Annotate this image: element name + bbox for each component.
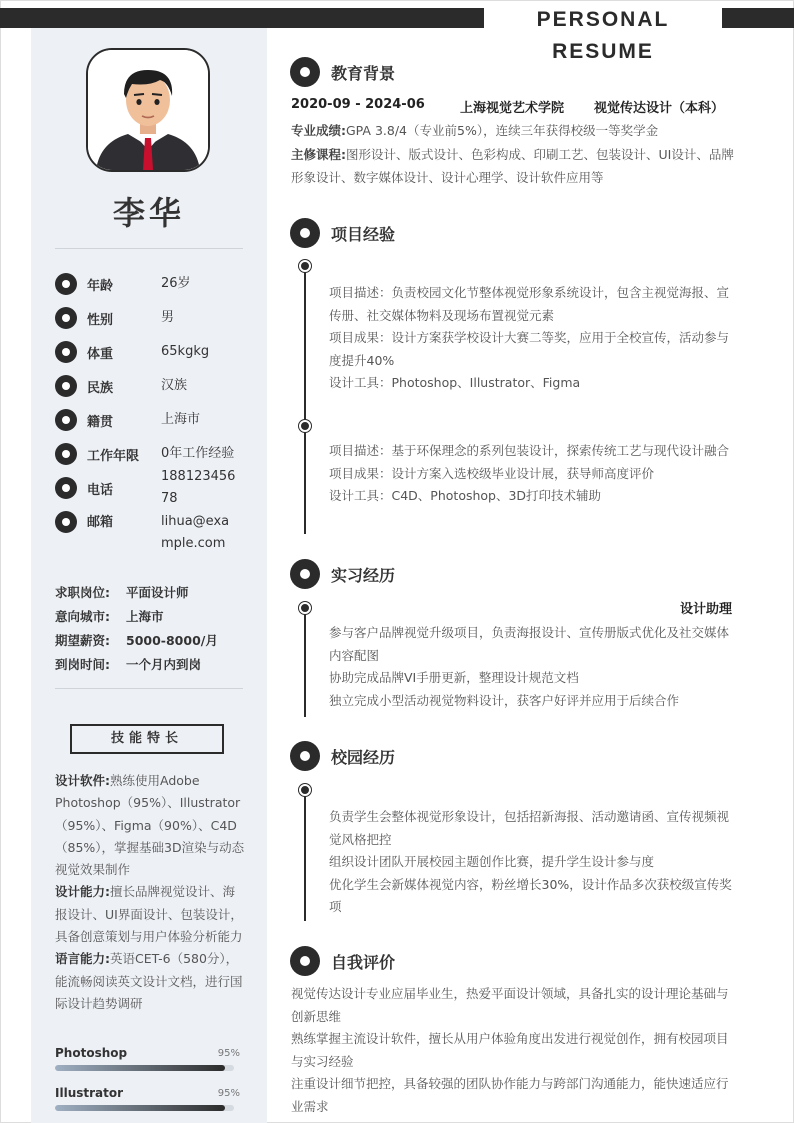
header-bar-right [722, 8, 794, 28]
internship-line: 协助完成品牌VI手册更新，整理设计规范文档 [329, 670, 579, 685]
sidebar [31, 28, 267, 1123]
info-weight [55, 341, 241, 363]
info-value: lihua@example.com [161, 514, 230, 551]
section-icon [290, 741, 320, 771]
project-result: 项目成果：设计方案获学校设计大赛二等奖，应用于全校宣传，活动参与度提升40% [329, 330, 730, 368]
job-label: 到岗时间: [55, 657, 110, 672]
info-email [55, 511, 241, 555]
bullet-icon [55, 511, 77, 533]
section-projects [290, 218, 395, 248]
divider [55, 688, 243, 689]
education-courses [291, 144, 736, 189]
bullet-icon [55, 273, 77, 295]
section-title: 教育背景 [331, 63, 396, 83]
job-city [55, 607, 164, 625]
bullet-icon [55, 409, 77, 431]
timeline-dot [299, 260, 311, 272]
internship-details [329, 622, 734, 712]
info-value: 男 [161, 310, 175, 325]
project-result: 项目成果：设计方案入选校级毕业设计展，获导师高度评价 [329, 465, 655, 481]
skill-text: 擅长品牌视觉设计、海报设计、UI界面设计、包装设计，具备创意策划与用户体验分析能力 [55, 884, 243, 945]
info-label: 工作年限 [87, 448, 140, 464]
section-title: 项目经验 [331, 224, 396, 244]
job-label: 期望薪资: [55, 633, 110, 648]
campus-line: 组织设计团队开展校园主题创作比赛，提升学生设计参与度 [329, 854, 655, 869]
education-school: 上海视觉艺术学院 [460, 101, 565, 116]
section-icon [290, 559, 320, 589]
section-internship [290, 559, 395, 589]
info-value: 上海市 [161, 412, 201, 427]
job-salary [55, 631, 218, 649]
skill-text: 英语CET-6（580分），能流畅阅读英文设计文档，进行国际设计趋势调研 [55, 951, 243, 1011]
internship-line: 独立完成小型活动视觉物料设计，获客户好评并应用于后续合作 [329, 692, 680, 708]
bullet-icon [55, 477, 77, 499]
info-value: 18812345678 [161, 469, 236, 506]
timeline-dot [299, 784, 311, 796]
info-hometown [55, 409, 241, 431]
timeline-line [304, 789, 306, 921]
divider [55, 248, 243, 249]
skill-bar-fill [55, 1065, 225, 1071]
skill-bar-fill [55, 1105, 225, 1111]
info-value: 65kgkg [161, 344, 210, 359]
project-item [329, 440, 734, 508]
score-label: 专业成绩: [291, 123, 346, 138]
job-label: 意向城市: [55, 609, 110, 624]
section-icon [290, 946, 320, 976]
skill-label: 语言能力: [55, 951, 110, 967]
section-icon [290, 218, 320, 248]
internship-role: 设计助理 [679, 602, 732, 617]
skill-bar-percent: 95% [217, 1088, 240, 1099]
info-value: 汉族 [161, 378, 188, 393]
timeline-dot [299, 420, 311, 432]
skill-bar-illustrator [55, 1086, 240, 1111]
section-education [290, 57, 395, 87]
main-content [267, 28, 762, 1123]
skill-bar-name: Illustrator [55, 1086, 124, 1100]
info-label: 性别 [87, 312, 114, 328]
info-experience-years [55, 443, 251, 465]
job-value: 上海市 [126, 609, 164, 624]
header-bar-left [0, 8, 484, 28]
info-label: 邮箱 [87, 515, 114, 530]
candidate-name: 李华 [112, 194, 185, 232]
job-value: 平面设计师 [126, 585, 189, 600]
self-evaluation-text [291, 983, 736, 1118]
campus-line: 优化学生会新媒体视觉内容，粉丝增长30%，设计作品多次获校级宣传奖项 [329, 876, 732, 914]
section-title: 实习经历 [331, 565, 396, 585]
timeline-line [304, 266, 306, 534]
info-value: 26岁 [161, 276, 191, 291]
bullet-icon [55, 443, 77, 465]
project-tools: 设计工具：Photoshop、Illustrator、Figma [329, 375, 581, 390]
skill-bar-track [55, 1065, 234, 1071]
info-label: 籍贯 [87, 414, 114, 430]
job-value: 一个月内到岗 [126, 657, 202, 672]
info-phone [55, 469, 241, 506]
score-text: GPA 3.8/4（专业前5%），连续三年获得校级一等奖学金 [346, 123, 659, 138]
job-start [55, 655, 202, 673]
education-score [291, 120, 736, 143]
job-position [55, 583, 189, 601]
job-label: 求职岗位: [55, 585, 110, 600]
info-age [55, 273, 241, 295]
section-title: 自我评价 [331, 952, 396, 972]
info-label: 电话 [87, 482, 114, 498]
bullet-icon [55, 375, 77, 397]
info-label: 体重 [87, 346, 114, 362]
job-value: 5000-8000/月 [126, 633, 218, 648]
info-ethnicity [55, 375, 241, 397]
campus-line: 负责学生会整体视觉形象设计，包括招新海报、活动邀请函、宣传视频视觉风格把控 [329, 809, 730, 847]
project-tools: 设计工具：C4D、Photoshop、3D打印技术辅助 [329, 488, 602, 503]
info-gender [55, 307, 241, 329]
skill-bar-name: Photoshop [55, 1046, 128, 1060]
internship-line: 参与客户品牌视觉升级项目，负责海报设计、宣传册版式优化及社交媒体内容配图 [329, 625, 730, 663]
skill-text: 熟练使用Adobe Photoshop（95%）、Illustrator（95%）、Figma（90%）、C4D（85%），掌握基础3D渲染与动态视觉效果制作 [55, 773, 245, 878]
info-label: 年龄 [87, 278, 114, 294]
project-desc: 项目描述：负责校园文化节整体视觉形象系统设计，包含主视觉海报、宣传册、社交媒体物料及现场布置视觉元素 [329, 285, 730, 323]
self-line: 视觉传达设计专业应届毕业生，热爱平面设计领域，具备扎实的设计理论基础与创新思维 [291, 986, 729, 1024]
info-value: 0年工作经验 [161, 446, 235, 461]
bullet-icon [55, 307, 77, 329]
section-title: 校园经历 [331, 747, 396, 767]
avatar [86, 48, 210, 172]
project-item [329, 282, 734, 395]
course-label: 主修课程: [291, 147, 346, 162]
project-desc: 项目描述：基于环保理念的系列包装设计，探索传统工艺与现代设计融合 [329, 443, 730, 458]
section-icon [290, 57, 320, 87]
resume-title: PERSONAL RESUME [536, 8, 670, 63]
skill-label: 设计能力: [55, 884, 110, 900]
skills-description [55, 770, 245, 1015]
education-date: 2020-09 - 2024-06 [291, 97, 425, 112]
skill-bar-track [55, 1105, 234, 1111]
info-label: 民族 [87, 380, 114, 396]
avatar-portrait-icon [88, 50, 208, 170]
campus-details [329, 806, 734, 919]
course-text: 图形设计、版式设计、色彩构成、印刷工艺、包装设计、UI设计、品牌形象设计、数字媒体设计、设计心理学、设计软件应用等 [291, 147, 734, 185]
bullet-icon [55, 341, 77, 363]
timeline-line [304, 607, 306, 717]
education-major: 视觉传达设计（本科） [594, 101, 725, 116]
section-campus [290, 741, 395, 771]
timeline-dot [299, 602, 311, 614]
self-line: 熟练掌握主流设计软件，擅长从用户体验角度出发进行视觉创作，拥有校园项目与实习经验 [291, 1031, 729, 1069]
skills-heading: 技能特长 [70, 724, 224, 754]
section-self-evaluation [290, 946, 395, 976]
skill-bar-photoshop [55, 1046, 240, 1071]
self-line: 注重设计细节把控，具备较强的团队协作能力与跨部门沟通能力，能快速适应行业需求 [291, 1076, 729, 1114]
skill-bar-percent: 95% [217, 1048, 240, 1059]
skill-label: 设计软件: [55, 773, 110, 788]
